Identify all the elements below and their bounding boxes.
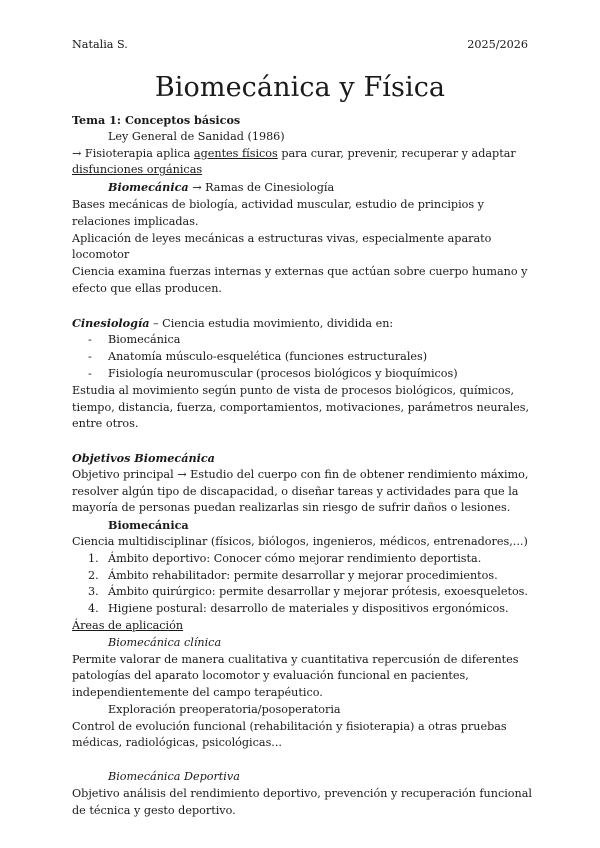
- clinica-title: Biomecánica clínica: [108, 635, 222, 649]
- dash-marker: -: [88, 333, 92, 347]
- biomecanica-subheading: Biomecánica: [108, 518, 189, 533]
- cinesiologia-line: [72, 315, 532, 333]
- biomecanica-ramas-line: [72, 179, 532, 197]
- list-item: [72, 366, 532, 383]
- objetivo-principal: Objetivo principal → Estudio del cuerpo con fin de obtener rendimiento máximo, resolver algún tipo de discapacidad, o diseñar tareas y actividades para que la mayoría de personas puedan realizarlas sin riesgo de sufrir daños o lesiones.: [72, 467, 529, 515]
- fisioterapia-line: [72, 146, 532, 180]
- list-number: 3.: [88, 585, 99, 599]
- areas-heading: Áreas de aplicación: [72, 618, 184, 632]
- section-heading-tema: Tema 1: Conceptos básicos: [72, 113, 241, 127]
- cinesiologia-term: Cinesiología: [72, 315, 150, 330]
- fisio-prefix: → Fisioterapia aplica: [72, 146, 194, 160]
- page-title: Biomecánica y Física: [154, 72, 446, 103]
- list-item-text: Ámbito deportivo: Conocer cómo mejorar rendimiento deportista.: [108, 551, 482, 565]
- list-item: [72, 551, 532, 568]
- disfunciones-link: disfunciones orgánicas: [72, 163, 203, 177]
- page-header: [72, 38, 528, 52]
- list-item-text: Biomecánica: [108, 333, 181, 347]
- author-name: Natalia S.: [72, 38, 128, 51]
- list-item-text: Anatomía músculo-esquelética (funciones estructurales): [108, 350, 428, 364]
- dash-marker: -: [88, 366, 92, 380]
- document-body: [72, 112, 532, 819]
- list-number: 4.: [88, 602, 99, 616]
- objetivos-heading: Objetivos Biomecánica: [72, 450, 215, 465]
- agentes-fisicos-link: agentes físicos: [193, 146, 278, 160]
- dash-marker: -: [88, 350, 92, 364]
- list-number: 2.: [88, 568, 99, 582]
- multidisciplinar-line: Ciencia multidisciplinar (físicos, biólogos, ingenieros, médicos, entrenadores,...): [72, 534, 528, 548]
- deportiva-text: Objetivo análisis del rendimiento deportivo, prevención y recuperación funcional de técnica y gesto deportivo.: [72, 786, 532, 817]
- fisio-middle: para curar, prevenir, recuperar y adaptar: [277, 146, 516, 160]
- list-item: [72, 349, 532, 366]
- exploracion-text: Control de evolución funcional (rehabilitación y fisioterapia) a otras pruebas médicas, radiológicas, psicológicas...: [72, 719, 507, 750]
- bases-paragraph: Bases mecánicas de biología, actividad muscular, estudio de principios y relaciones implicadas.: [72, 197, 485, 228]
- list-item: [72, 332, 532, 349]
- biomecanica-term: Biomecánica: [108, 180, 189, 195]
- list-item: [72, 584, 532, 601]
- aplicacion-paragraph: Aplicación de leyes mecánicas a estructuras vivas, especialmente aparato locomotor: [72, 231, 492, 262]
- list-number: 1.: [88, 551, 99, 565]
- list-item-text: Higiene postural: desarrollo de materiales y dispositivos ergonómicos.: [108, 602, 509, 616]
- exploracion-title: Exploración preoperatoria/posoperatoria: [108, 702, 341, 716]
- cinesiologia-summary: Estudia al movimiento según punto de vista de procesos biológicos, químicos, tiempo, distancia, fuerza, comportamientos, motivaciones, parámetros neurales, entre otros.: [72, 383, 530, 431]
- list-item-text: Ámbito quirúrgico: permite desarrollar y mejorar prótesis, exoesqueletos.: [108, 585, 528, 599]
- ley-line: Ley General de Sanidad (1986): [108, 129, 285, 143]
- cinesiologia-rest: – Ciencia estudia movimiento, dividida en:: [149, 316, 394, 330]
- list-item-text: Fisiología neuromuscular (procesos biológicos y bioquímicos): [108, 366, 458, 380]
- deportiva-title: Biomecánica Deportiva: [108, 770, 240, 784]
- list-item: [72, 601, 532, 618]
- list-item: [72, 568, 532, 585]
- biomecanica-rest: → Ramas de Cinesiología: [188, 181, 335, 195]
- ciencia-paragraph: Ciencia examina fuerzas internas y externas que actúan sobre cuerpo humano y efecto que ellas producen.: [72, 265, 528, 295]
- clinica-text: Permite valorar de manera cualitativa y cuantitativa repercusión de diferentes patologías del aparato locomotor y evaluación funcional en pacientes, independientemente del campo terapéutico.: [72, 652, 519, 700]
- list-item-text: Ámbito rehabilitador: permite desarrollar y mejorar procedimientos.: [108, 568, 498, 582]
- academic-year: 2025/2026: [467, 38, 528, 51]
